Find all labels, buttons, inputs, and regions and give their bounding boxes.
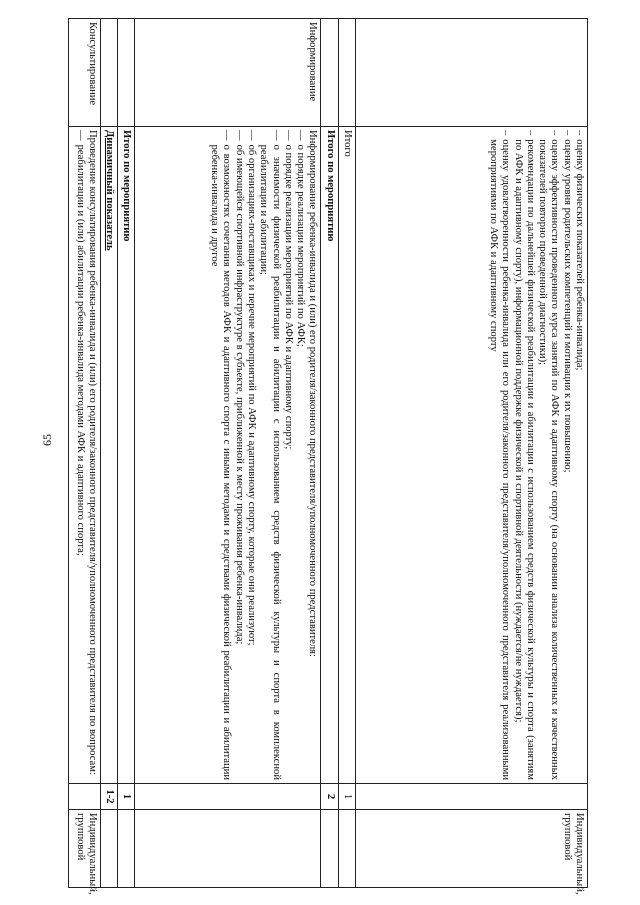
dynamic-value: 1-2 <box>100 784 117 810</box>
list-item: – оценку эффективности проведенного курса занятий по АФК и адаптивному спорту (на основании анализа количественных и качественных показателей повторно проведенной диагностики); <box>537 130 561 780</box>
list-item: — о порядке реализации мероприятий по АФК и адаптивному спорту; <box>282 130 294 450</box>
format-cell: Индивидуальный, групповой <box>69 810 101 888</box>
list-item: — об организациях-поставщиках и перечне мероприятий по АФК и адаптивному спорту, которые они реализуют; <box>246 130 258 646</box>
event-content-cell <box>356 127 588 784</box>
event-total-value: 1 <box>118 784 135 810</box>
empty-cell <box>100 810 117 888</box>
list-item: – оценку физических показателей ребенка-инвалида; <box>574 130 585 371</box>
table-row <box>100 19 117 888</box>
event-type-cell <box>356 19 588 127</box>
rotated-table-container <box>68 18 588 895</box>
count-cell <box>135 784 321 810</box>
list-item: — об имеющейся спортивной инфраструктуре в субъекте, приближенной к месту проживания ребенка-инвалида; <box>233 130 245 645</box>
table-row <box>69 19 101 888</box>
format-cell <box>135 810 321 888</box>
empty-cell <box>118 19 135 127</box>
total-label: Итого <box>338 127 355 784</box>
event-total-label: Итого по мероприятию <box>118 127 135 784</box>
events-table <box>68 18 588 895</box>
table-row <box>321 19 338 888</box>
list-item: – оценку уровня родительских компетенций и мотивации к их повышению; <box>561 130 573 473</box>
list-item: — о порядке реализации мероприятий по АФК; <box>295 130 307 347</box>
dynamic-label: Динамичный показатель <box>100 127 117 784</box>
event-total-value: 2 <box>321 784 338 810</box>
list-item: – рекомендации по дальнейшей физической реабилитации и абилитации с использованием средств физической культуры и спорта (занятиям по АФК и адаптивному спорту), информационной поддержке физической и спортивной деятельности (нуждается/не нуждается); <box>512 130 536 780</box>
empty-cell <box>338 19 355 127</box>
empty-cell <box>321 810 338 888</box>
count-cell <box>356 784 588 810</box>
page-number: 65 <box>40 434 54 446</box>
event-total-label: Итого по мероприятию <box>321 127 338 784</box>
event-content-cell <box>69 127 101 784</box>
empty-cell <box>118 810 135 888</box>
total-value: 1 <box>338 784 355 810</box>
table-row <box>135 19 321 888</box>
intro-text: Информирование ребенка-инвалида и (или) его родителя/законного представителя/уполномоченного представителя: <box>307 130 319 657</box>
list-item: — о значимости физической реабилитации и абилитации с использованием средств физической культуры и спорта в комплексной реабилитации и абилитации; <box>258 130 282 780</box>
intro-text: Проведение консультирования ребенка-инвалида и (или) его родителя/законного представителя/уполномоченного представителя по вопросам: <box>86 130 98 775</box>
table-row <box>118 19 135 888</box>
list-item: – оценку удовлетворенности ребенка-инвалида или его родителя/законного представителя/уполномоченного представителя реализованными мероприятиями по АФК и адаптивному спорту <box>488 130 512 780</box>
empty-cell <box>100 19 117 127</box>
list-item: — реабилитации и (или) абилитации ребенка-инвалида методами АФК и адаптивного спорта; <box>74 130 86 556</box>
event-type-cell: Консультирование <box>69 19 101 127</box>
empty-cell <box>321 19 338 127</box>
format-cell: Индивидуальный, групповой <box>356 810 588 888</box>
count-cell <box>69 784 101 810</box>
table-row <box>338 19 355 888</box>
event-type-cell: Информирование <box>135 19 321 127</box>
list-item: — о возможностях сочетания методов АФК и адаптивного спорта с иными методами и средствами физической реабилитации и абилитации ребенка-инвалида и другое <box>209 130 233 780</box>
table-row <box>356 19 588 888</box>
empty-cell <box>338 810 355 888</box>
event-content-cell <box>135 127 321 784</box>
